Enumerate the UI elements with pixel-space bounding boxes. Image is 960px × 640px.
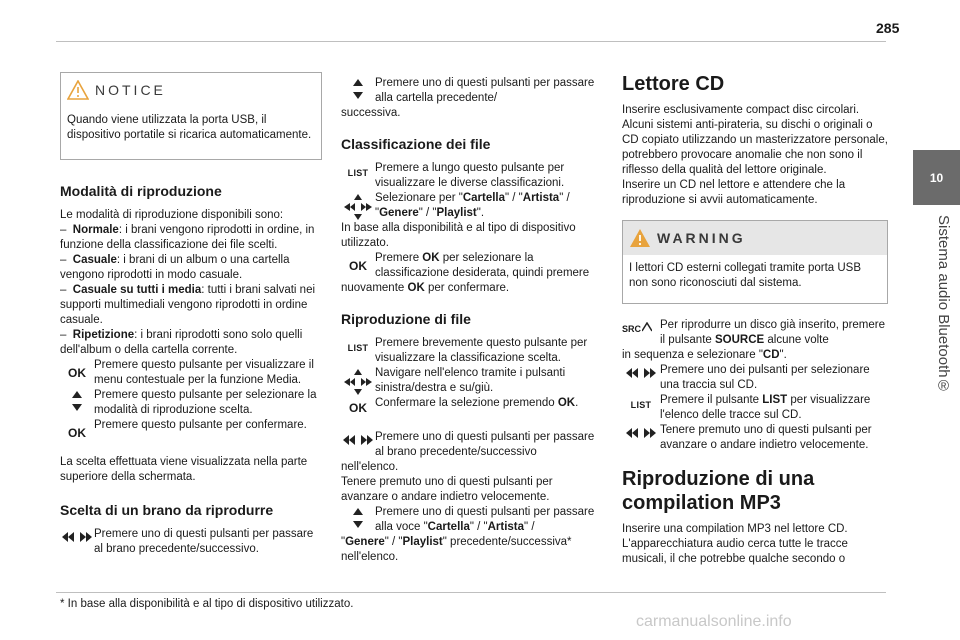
src-tail: in sequenza e selezionare "CD". xyxy=(622,349,787,361)
top-rule xyxy=(56,41,886,42)
notice-text: Quando viene utilizzata la porta USB, il dispositivo portatile si ricarica automaticamente. xyxy=(67,114,312,141)
ripro-lr-row xyxy=(341,430,603,460)
mp3-text: Inserire una compilation MP3 nel lettore CD. L'apparecchiatura audio cerca tutte le tracce musicali, il che potrebbe qualche secondo o xyxy=(622,523,848,565)
ok-button-icon: OK xyxy=(68,426,86,440)
warning-text: I lettori CD esterni collegati tramite porta USB non sono riconosciuti dal sistema. xyxy=(629,262,862,289)
ripro-lr-tail: nell'elenco. xyxy=(341,461,399,473)
ripro-ok-text: Confermare la selezione premendo OK. xyxy=(375,397,579,409)
chapter-title: Sistema audio Bluetooth® xyxy=(935,215,952,395)
column-2 xyxy=(341,76,603,565)
warning-triangle-icon xyxy=(67,80,89,100)
list-button-icon: LIST xyxy=(347,343,369,353)
modalita-intro: Le modalità di riproduzione disponibili sono: xyxy=(60,209,284,221)
list-button-icon: LIST xyxy=(630,400,652,410)
cd-lr-row xyxy=(622,363,888,393)
notice-label: NOTICE xyxy=(95,81,166,98)
warning-label: WARNING xyxy=(657,229,746,246)
class-arrows-row xyxy=(341,191,603,221)
source-button-icon: SRC xyxy=(622,318,660,337)
ripro-ud-row xyxy=(341,505,603,535)
cd-list-text: Premere il pulsante LIST per visualizzare l'elenco delle tracce sul CD. xyxy=(660,394,871,421)
ripro-ud-text: Premere uno di questi pulsanti per passare alla voce "Cartella" / "Artista" / xyxy=(375,506,595,533)
ok-button-icon: OK xyxy=(68,366,86,380)
ripro-ud-tail: nell'elenco. xyxy=(341,551,399,563)
lettore-text: Inserire esclusivamente compact disc circolari. Alcuni sistemi anti-pirateria, su dischi o originali o CD copiato utilizzando un masterizzatore personale, potrebbero provocare anomalie che non sono il riflesso della qualità del lettore originale. xyxy=(622,104,888,176)
watermark: carmanualsonline.info xyxy=(636,613,792,630)
ok-button-icon: OK xyxy=(349,259,367,273)
ripro-hold: Tenere premuto uno di questi pulsanti per avanzare o andare indietro velocemente. xyxy=(341,476,553,503)
heading-modalita: Modalità di riproduzione xyxy=(60,183,222,199)
class-ok-text: Premere OK per selezionare la classificazione desiderata, quindi premere xyxy=(375,252,590,279)
cd-lr-text: Premere uno dei pulsanti per selezionare una traccia sul CD. xyxy=(660,364,870,391)
class-ok-tail: nuovamente OK per confermare. xyxy=(341,282,510,294)
chapter-tab[interactable]: 10 xyxy=(913,150,960,205)
prev-next-icon xyxy=(341,430,375,445)
class-list-text: Premere a lungo questo pulsante per visualizzare le diverse classificazioni. xyxy=(375,162,565,189)
list-button-icon: LIST xyxy=(347,168,369,178)
src-row xyxy=(622,318,888,348)
folder-text: Premere uno di questi pulsanti per passare alla cartella precedente/ xyxy=(375,77,595,104)
cd-hold-row xyxy=(622,423,888,453)
ripro-ok-row xyxy=(341,396,603,416)
class-ok-row xyxy=(341,251,603,281)
modalita-item-3: – Ripetizione: i brani riprodotti sono solo quelli dell'album o della cartella corrente. xyxy=(60,329,303,356)
four-way-arrows-icon xyxy=(341,191,375,221)
column-1 xyxy=(60,72,322,557)
prev-next-icon xyxy=(622,423,660,438)
footnote-rule xyxy=(56,592,886,593)
notice-box xyxy=(60,72,322,160)
page-number: 285 xyxy=(876,20,900,36)
heading-lettore-cd: Lettore CD xyxy=(622,73,725,95)
up-down-arrows-icon xyxy=(341,76,375,100)
prev-next-icon xyxy=(622,363,660,378)
ok-menu-text: Premere questo pulsante per visualizzare il menu contestuale per la funzione Media. xyxy=(94,359,314,386)
footnote: * In base alla disponibilità e al tipo di dispositivo utilizzato. xyxy=(60,598,354,610)
cd-hold-text: Tenere premuto uno di questi pulsanti per avanzare o andare indietro velocemente. xyxy=(660,424,872,451)
ripro-lr-text: Premere uno di questi pulsanti per passare al brano precedente/successivo xyxy=(375,431,595,458)
class-dependency: In base alla disponibilità e al tipo di dispositivo utilizzato. xyxy=(341,222,576,249)
class-list-row xyxy=(341,161,603,191)
column-3 xyxy=(622,72,888,567)
ripro-list-row xyxy=(341,336,603,366)
ok-button-icon: OK xyxy=(349,401,367,415)
prev-next-icon xyxy=(60,527,94,542)
heading-riproduzione: Riproduzione di file xyxy=(341,311,471,327)
modalita-item-0: – Normale: i brani vengono riprodotti in ordine, in funzione della classificazione dei file scelti. xyxy=(60,224,315,251)
ok-row-menu xyxy=(60,358,322,388)
up-down-arrows-icon xyxy=(341,505,375,529)
folder-tail: successiva. xyxy=(341,107,401,119)
modalita-closing: La scelta effettuata viene visualizzata nella parte superiore della schermata. xyxy=(60,456,308,483)
scelta-text: Premere uno di questi pulsanti per passare al brano precedente/successivo. xyxy=(94,528,314,555)
up-down-arrows-icon xyxy=(60,388,94,412)
ok-confirm-text: Premere questo pulsante per confermare. xyxy=(94,419,307,431)
modalita-item-2: – Casuale su tutti i media: tutti i brani salvati nei supporti multimediali vengono riprodotti in ordine casuale. xyxy=(60,284,316,326)
ripro-arrows-text: Navigare nell'elenco tramite i pulsanti sinistra/destra e su/giù. xyxy=(375,367,566,394)
heading-scelta: Scelta di un brano da riprodurre xyxy=(60,502,274,518)
ripro-ud-line2: "Genere" / "Playlist" precedente/successiva* xyxy=(341,536,572,548)
class-arrows-text: Selezionare per "Cartella" / "Artista" / "Genere" / "Playlist". xyxy=(375,192,570,219)
modalita-item-1: – Casuale: i brani di un album o una cartella vengono riprodotti in modo casuale. xyxy=(60,254,290,281)
four-way-arrows-icon xyxy=(341,366,375,396)
ripro-list-text: Premere brevemente questo pulsante per visualizzare la classificazione scelta. xyxy=(375,337,588,364)
heading-classificazione: Classificazione dei file xyxy=(341,136,491,152)
warning-header xyxy=(623,221,887,255)
warning-box xyxy=(622,220,888,304)
updown-text: Premere questo pulsante per selezionare la modalità di riproduzione scelta. xyxy=(94,389,317,416)
ok-row-confirm xyxy=(60,418,322,441)
notice-header xyxy=(61,73,321,107)
ripro-arrows-row xyxy=(341,366,603,396)
src-text: Per riprodurre un disco già inserito, premere il pulsante SOURCE alcune volte xyxy=(660,319,885,346)
cd-list-row xyxy=(622,393,888,423)
folder-row xyxy=(341,76,603,106)
warning-triangle-icon xyxy=(629,228,651,248)
updown-row xyxy=(60,388,322,418)
scelta-row xyxy=(60,527,322,557)
heading-mp3: Riproduzione di una compilation MP3 xyxy=(622,468,815,514)
lettore-text-2: Inserire un CD nel lettore e attendere che la riproduzione si avvii automaticamente. xyxy=(622,179,846,206)
